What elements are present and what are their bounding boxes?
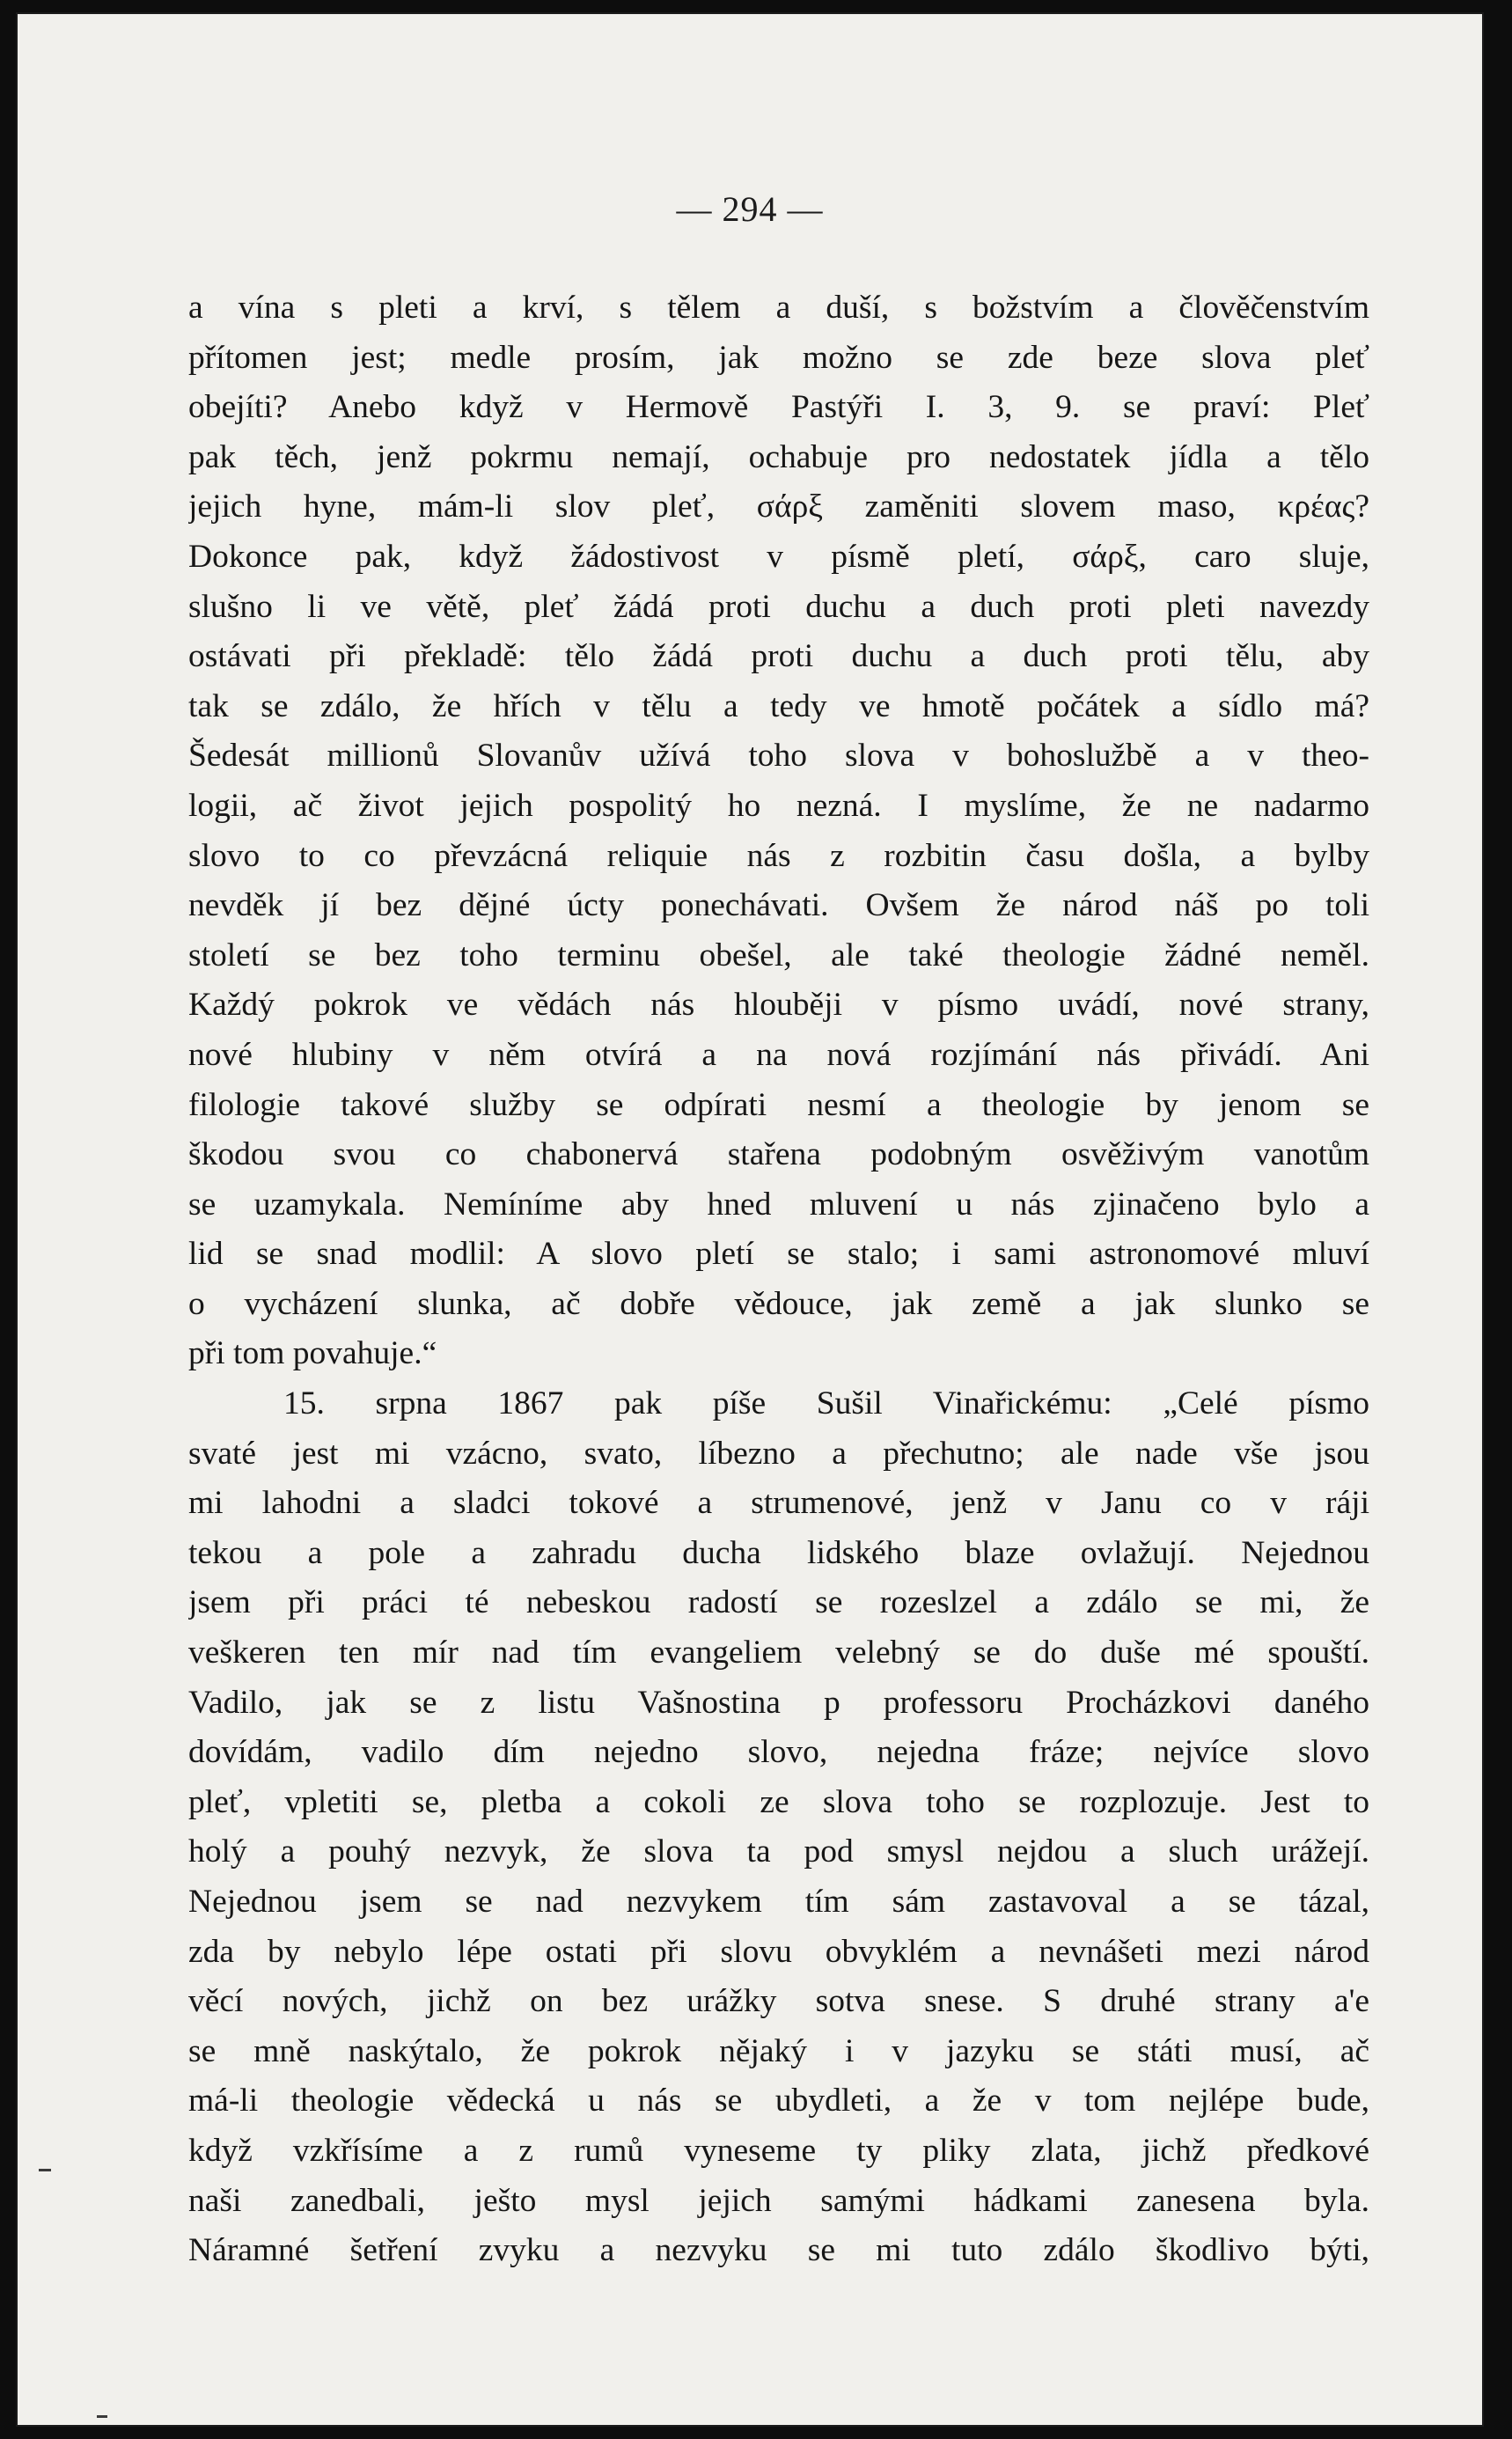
text-line: veškeren ten mír nad tím evangeliem velebný se do duše mé spouští. xyxy=(188,1635,1369,1671)
text-line: jsem při práci té nebeskou radostí se rozeslzel a zdálo se mi, že xyxy=(188,1584,1369,1621)
body-text xyxy=(188,283,1369,2276)
text-line: století se bez toho terminu obešel, ale také theologie žádné neměl. xyxy=(188,937,1369,973)
text-line: naši zanedbali, ješto mysl jejich samými hádkami zanesena byla. xyxy=(188,2182,1369,2219)
text-line: věcí nových, jichž on bez urážky sotva snese. S druhé strany a'e xyxy=(188,1983,1369,2020)
text-line: ostávati při překladě: tělo žádá proti duchu a duch proti tělu, aby xyxy=(188,638,1369,675)
text-line: lid se snad modlil: A slovo pletí se stalo; i sami astronomové mluví xyxy=(188,1236,1369,1273)
text-line: Šedesát millionů Slovanův užívá toho slova v bohoslužbě a v theo- xyxy=(188,738,1369,775)
text-line: Dokonce pak, když žádostivost v písmě pletí, σάρξ, caro sluje, xyxy=(188,538,1369,575)
text-line: pak těch, jenž pokrmu nemají, ochabuje pro nedostatek jídla a tělo xyxy=(188,438,1369,475)
text-line: dovídám, vadilo dím nejedno slovo, nejedna fráze; nejvíce slovo xyxy=(188,1734,1369,1771)
text-line: se mně naskýtalo, že pokrok nějaký i v jazyku se státi musí, ač xyxy=(188,2032,1369,2069)
text-line: slovo to co převzácná reliquie nás z rozbitin času došla, a bylby xyxy=(188,837,1369,874)
text-line: filologie takové služby se odpírati nesmí a theologie by jenom se xyxy=(188,1086,1369,1123)
book-page xyxy=(16,12,1484,2427)
text-line: slušno li ve větě, pleť žádá proti duchu a duch proti pleti navezdy xyxy=(188,588,1369,625)
text-line: obejíti? Anebo když v Hermově Pastýři I. 3, 9. se praví: Pleť xyxy=(188,389,1369,426)
scan-mark xyxy=(97,2415,107,2418)
text-line: Každý pokrok ve vědách nás hlouběji v písmo uvádí, nové strany, xyxy=(188,987,1369,1024)
text-line: a vína s pleti a krví, s tělem a duší, s božstvím a člověčenstvím xyxy=(188,290,1369,326)
text-line: o vycházení slunka, ač dobře vědouce, jak země a jak slunko se xyxy=(188,1285,1369,1322)
text-line: jejich hyne, mám-li slov pleť, σάρξ zaměniti slovem maso, κρέας? xyxy=(188,489,1369,525)
page-number: — 294 — xyxy=(676,189,824,229)
text-line: holý a pouhý nezvyk, že slova ta pod smysl nejdou a sluch urážejí. xyxy=(188,1833,1369,1870)
text-line: škodou svou co chabonervá stařena podobným osvěživým vanotům xyxy=(188,1136,1369,1173)
scan-mark xyxy=(39,2169,51,2171)
text-line: se uzamykala. Nemíníme aby hned mluvení u nás zjinačeno bylo a xyxy=(188,1186,1369,1223)
text-line: Nejednou jsem se nad nezvykem tím sám zastavoval a se tázal, xyxy=(188,1884,1369,1920)
text-line: nové hlubiny v něm otvírá a na nová rozjímání nás přivádí. Ani xyxy=(188,1036,1369,1073)
text-line: při tom povahuje.“ xyxy=(188,1335,437,1372)
text-line: Vadilo, jak se z listu Vašnostina p professoru Procházkovi daného xyxy=(188,1684,1369,1721)
text-line: nevděk jí bez dějné úcty ponechávati. Ovšem že národ náš po toli xyxy=(188,887,1369,924)
text-line: logii, ač život jejich pospolitý ho nezná. I myslíme, že ne nadarmo xyxy=(188,787,1369,824)
text-line: 15. srpna 1867 pak píše Sušil Vinařickému: „Celé písmo xyxy=(283,1385,1369,1422)
text-line: Náramné šetření zvyku a nezvyku se mi tuto zdálo škodlivo býti, xyxy=(188,2232,1369,2269)
text-line: zda by nebylo lépe ostati při slovu obvyklém a nevnášeti mezi národ xyxy=(188,1933,1369,1970)
text-line: když vzkřísíme a z rumů vyneseme ty pliky zlata, jichž předkové xyxy=(188,2132,1369,2169)
text-line: má-li theologie vědecká u nás se ubydleti, a že v tom nejlépe bude, xyxy=(188,2083,1369,2119)
text-line: tekou a pole a zahradu ducha lidského blaze ovlažují. Nejednou xyxy=(188,1534,1369,1571)
text-line: přítomen jest; medle prosím, jak možno se zde beze slova pleť xyxy=(188,339,1369,376)
text-line: tak se zdálo, že hřích v tělu a tedy ve hmotě počátek a sídlo má? xyxy=(188,687,1369,724)
text-line: pleť, vpletiti se, pletba a cokoli ze slova toho se rozplozuje. Jest to xyxy=(188,1783,1369,1820)
text-line: svaté jest mi vzácno, svato, líbezno a přechutno; ale nade vše jsou xyxy=(188,1435,1369,1472)
text-line: mi lahodni a sladci tokové a strumenové, jenž v Janu co v ráji xyxy=(188,1485,1369,1522)
